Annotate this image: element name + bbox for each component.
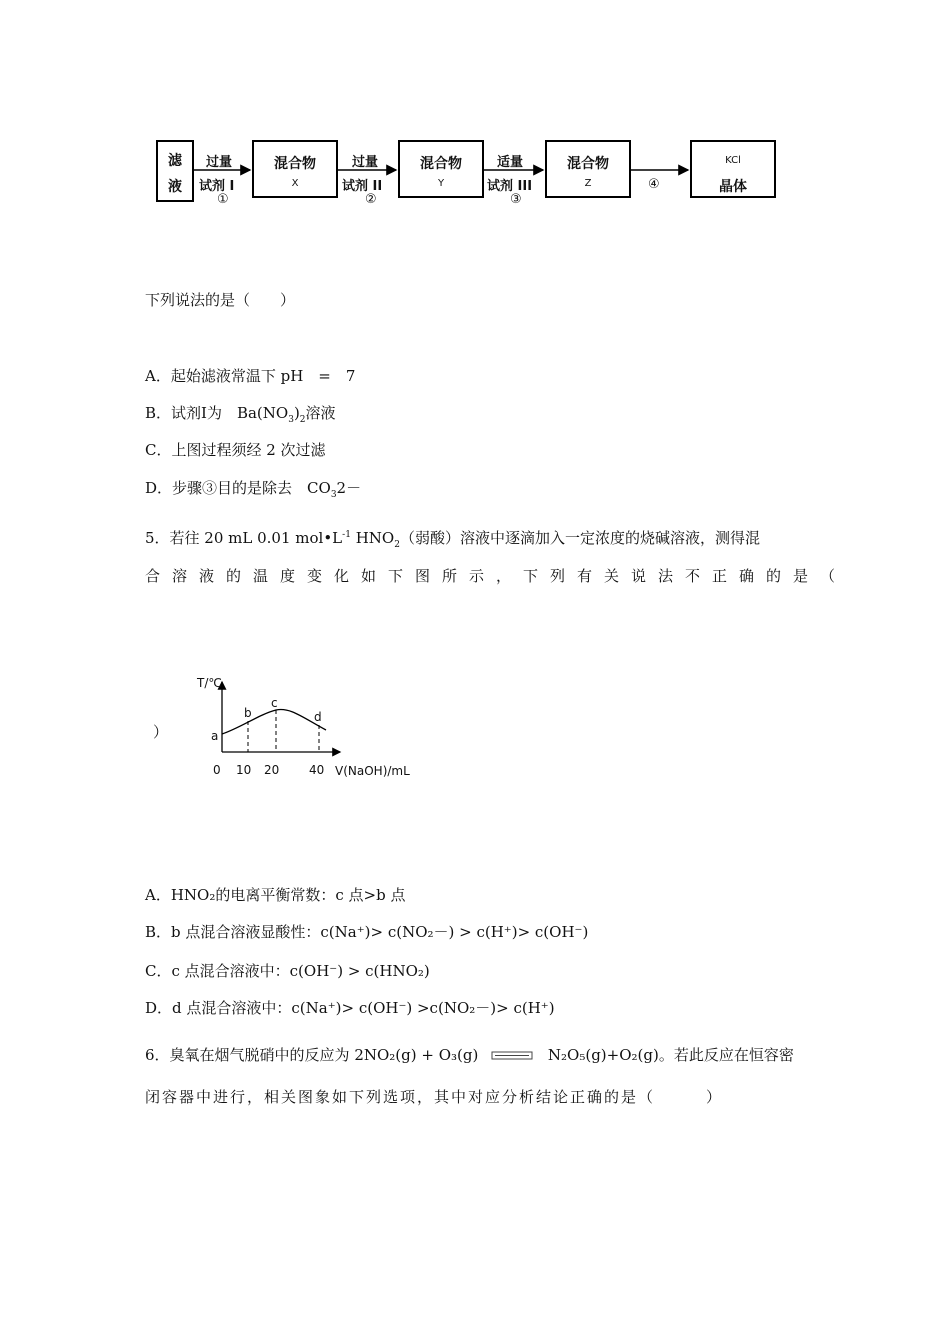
flow-start-line2: 液	[168, 179, 182, 195]
graph-tick-10: 10	[236, 763, 252, 777]
flow-box-sub: Y	[437, 178, 445, 189]
flow-arrow-4-step: ④	[648, 177, 660, 192]
flow-box-title: 混合物	[567, 156, 609, 172]
graph-ylabel: T/℃	[197, 676, 222, 690]
graph-point-a: a	[211, 729, 219, 743]
q4-option-c: C．上图过程须经 2 次过滤	[145, 441, 326, 459]
flow-box-title: KCl	[725, 155, 741, 166]
q5-option-b: B．b 点混合溶液显酸性：c(Na⁺)> c(NO₂－) > c(H⁺)> c(OH⁻)	[145, 923, 589, 941]
q6-stem-line1: 6．臭氧在烟气脱硝中的反应为 2NO₂(g) + O₃(g) N₂O₅(g)+O₂(g)。若此反应在恒容密	[145, 1046, 794, 1064]
flow-arrow-2-bottom: 试剂 II	[342, 179, 383, 194]
equilibrium-arrow-icon	[491, 1050, 535, 1062]
q5-option-c: C．c 点混合溶液中：c(OH⁻) > c(HNO₂)	[145, 962, 430, 980]
graph-point-b: b	[244, 706, 252, 720]
flow-box-title: 混合物	[274, 156, 316, 172]
graph-tick-0: 0	[213, 763, 221, 777]
flow-box-sub: 晶体	[719, 179, 747, 195]
q4-option-b: B．试剂Ⅰ为 $Ba(NO_3)_2$溶液	[145, 404, 336, 425]
q5-stem-line1: 5．若往 20 mL 0.01 $mol•L^{-1}$ $HNO_2$（弱酸）溶液中逐滴加入一定浓度的烧碱溶液，测得混	[145, 529, 760, 550]
flow-arrow-3-top: 适量	[497, 155, 524, 170]
flow-arrow-2-top: 过量	[352, 155, 379, 170]
flow-box-sub: X	[291, 178, 299, 189]
flow-arrows	[0, 0, 950, 230]
flow-box-sub: Z	[584, 178, 592, 189]
graph-point-c: c	[271, 696, 278, 710]
q4-option-a: A．起始滤液常温下 pH = 7	[145, 367, 356, 385]
graph-xlabel: V(NaOH)/mL	[335, 764, 410, 778]
flow-arrow-1-top: 过量	[206, 155, 233, 170]
q4-option-d: D．步骤③目的是除去 $CO_32-$	[145, 479, 362, 500]
q5-option-d: D．d 点混合溶液中：c(Na⁺)> c(OH⁻) >c(NO₂－)> c(H⁺)	[145, 999, 555, 1017]
graph-tick-40: 40	[309, 763, 325, 777]
flow-arrow-3-step: ③	[510, 192, 522, 207]
q4-stem: 下列说法的是（ ）	[145, 291, 296, 309]
graph-point-d: d	[314, 710, 322, 724]
flow-arrow-2-step: ②	[365, 192, 377, 207]
q5-option-a: A．HNO₂的电离平衡常数：c 点>b 点	[145, 886, 406, 904]
flow-arrow-1-step: ①	[217, 192, 229, 207]
graph-tick-20: 20	[264, 763, 280, 777]
flow-start-line1: 滤	[168, 153, 182, 169]
graph-curve	[222, 709, 326, 734]
flow-box-title: 混合物	[420, 156, 462, 172]
q6-stem-line2: 闭容器中进行，相关图象如下列选项，其中对应分析结论正确的是（ ）	[145, 1088, 724, 1106]
q5-stem-close: ）	[153, 723, 169, 741]
flow-arrow-1-bottom: 试剂 I	[199, 179, 235, 194]
flow-arrow-3-bottom: 试剂 III	[487, 179, 533, 194]
q5-stem-line2: 合溶液的温度变化如下图所示，下列有关说法不正确的是（	[145, 567, 848, 585]
